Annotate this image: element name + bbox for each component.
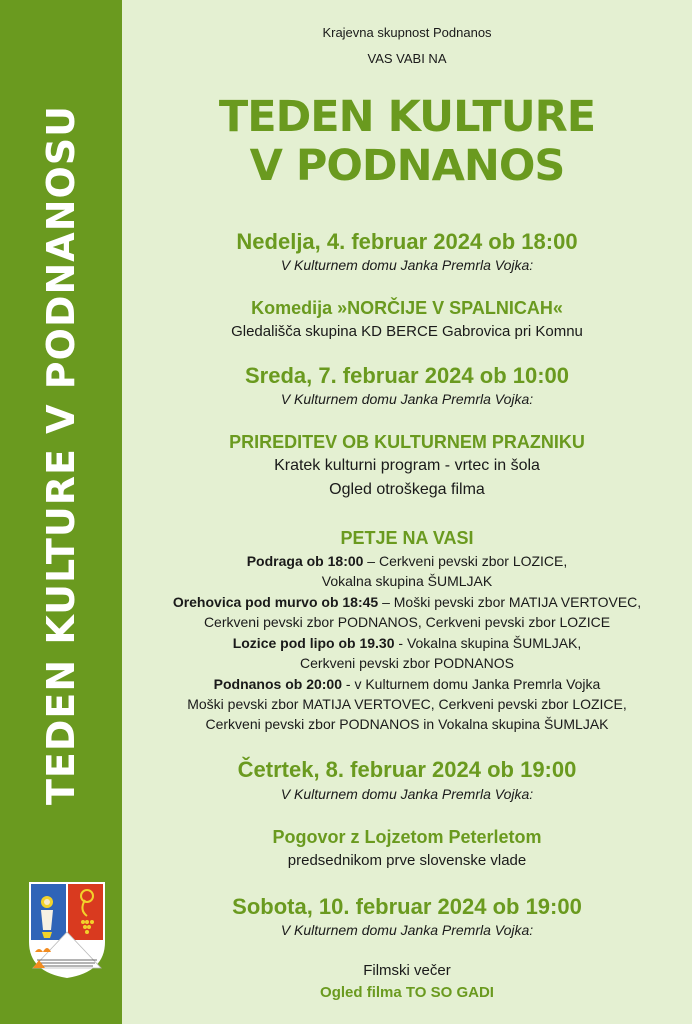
poster-content (122, 0, 692, 1024)
event3-venue: V Kulturnem domu Janka Premrla Vojka: (280, 786, 534, 802)
event1-date: Nedelja, 4. februar 2024 ob 18:00 (236, 229, 578, 254)
sidebar (0, 0, 122, 1024)
event4-venue: V Kulturnem domu Janka Premrla Vojka: (280, 922, 534, 938)
petje-row2-place: Orehovica pod murvo ob 18:45 (172, 594, 379, 610)
event2-venue: V Kulturnem domu Janka Premrla Vojka: (280, 391, 534, 407)
event3-date: Četrtek, 8. februar 2024 ob 19:00 (237, 757, 577, 782)
event1-sub: Gledališča skupina KD BERCE Gabrovica pri Komnu (231, 323, 583, 340)
event4-date: Sobota, 10. februar 2024 ob 19:00 (232, 894, 582, 919)
invite-text: VAS VABI NA (367, 51, 447, 66)
petje-row1 (122, 553, 692, 569)
petje-row3-text: - Vokalna skupina ŠUMLJAK, (394, 635, 582, 651)
event2-line1: Kratek kulturni program - vrtec in šola (274, 457, 540, 474)
event1-venue: V Kulturnem domu Janka Premrla Vojka: (280, 257, 534, 273)
petje-row2-cont: Cerkveni pevski zbor PODNANOS, Cerkveni pevski zbor LOZICE (203, 614, 611, 630)
petje-row4-cont1: Moški pevski zbor MATIJA VERTOVEC, Cerkveni pevski zbor LOZICE, (187, 696, 627, 712)
petje-row3 (122, 635, 692, 651)
event4-line1: Filmski večer (363, 962, 451, 979)
event2-date: Sreda, 7. februar 2024 ob 10:00 (244, 363, 570, 388)
event3-sub: predsednikom prve slovenske vlade (287, 852, 527, 869)
petje-row3-cont: Cerkveni pevski zbor PODNANOS (300, 655, 514, 671)
petje-heading: PETJE NA VASI (340, 528, 474, 548)
vertical-title: TEDEN KULTURE V PODNANOSU (39, 104, 83, 806)
petje-row2 (122, 594, 692, 610)
event2-heading: PRIREDITEV OB KULTURNEM PRAZNIKU (229, 432, 585, 452)
event4-line2: Ogled filma TO SO GADI (320, 984, 494, 1001)
petje-row4-cont2: Cerkveni pevski zbor PODNANOS in Vokalna skupina ŠUMLJAK (205, 716, 609, 732)
petje-row4-text: - v Kulturnem domu Janka Premrla Vojka (342, 676, 601, 692)
event2-line2: Ogled otroškega filma (329, 481, 485, 498)
petje-row1-cont: Vokalna skupina ŠUMLJAK (321, 573, 493, 589)
main-title-line2: V PODNANOS (249, 141, 565, 191)
petje-row4 (122, 676, 692, 692)
org-name: Krajevna skupnost Podnanos (322, 25, 492, 40)
petje-row1-place: Podraga ob 18:00 (246, 553, 364, 569)
main-title-line1: TEDEN KULTURE (218, 92, 596, 142)
petje-row1-text: – Cerkveni pevski zbor LOZICE, (363, 553, 568, 569)
event1-heading: Komedija »NORČIJE V SPALNICAH« (251, 298, 563, 318)
petje-row3-place: Lozice pod lipo ob 19.30 (232, 635, 395, 651)
event3-heading: Pogovor z Lojzetom Peterletom (272, 827, 542, 847)
coat-of-arms-icon (27, 880, 107, 980)
petje-row4-place: Podnanos ob 20:00 (213, 676, 342, 692)
petje-row2-text: – Moški pevski zbor MATIJA VERTOVEC, (378, 594, 642, 610)
